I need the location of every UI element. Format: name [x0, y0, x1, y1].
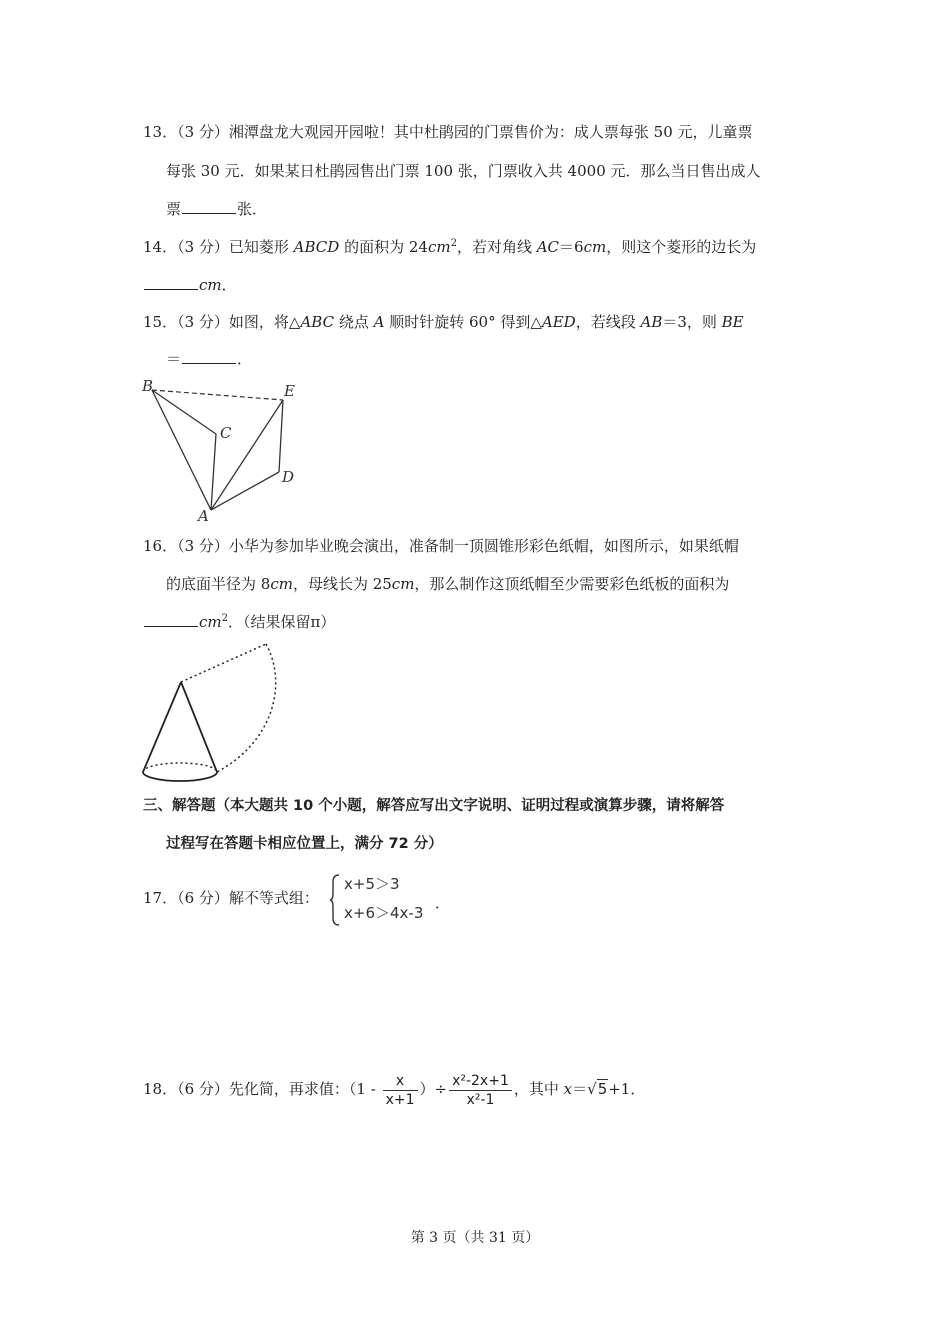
q13-line1: 13．（3 分）湘潭盘龙大观园开园啦！其中杜鹃园的门票售价为：成人票每张 50 元，儿童票 — [143, 123, 753, 141]
q14-mid1: 的面积为 24 — [339, 238, 428, 256]
q14-mid3: ＝6 — [559, 238, 584, 256]
q15-line1 — [143, 312, 744, 332]
q16-l3-post: ．（结果保留π） — [228, 613, 336, 631]
q16-cm2: cm — [391, 575, 415, 593]
q14-pre: 14．（3 分）已知菱形 — [143, 238, 294, 256]
q18-eq: ＝ — [572, 1080, 588, 1098]
fraction2-denominator: x²-1 — [466, 1091, 495, 1108]
q13-line3-post: 张． — [237, 200, 268, 218]
fraction2-numerator: x²-2x+1 — [449, 1072, 512, 1091]
cone-hat-figure — [140, 638, 280, 786]
q14-post: ，则这个菱形的边长为 — [606, 238, 757, 256]
section3-line2: 过程写在答题卡相应位置上，满分 72 分） — [166, 836, 443, 852]
rotation-triangle-figure — [138, 372, 308, 524]
q15-t2: 顺时针旋转 60° 得到△ — [384, 313, 542, 331]
segment-ea — [211, 400, 283, 510]
q15-be: BE — [721, 313, 744, 331]
answer-blank — [182, 349, 236, 364]
q14-sq: 2 — [450, 238, 457, 249]
label-c: C — [220, 424, 232, 442]
q15-ab: AB — [640, 313, 663, 331]
fraction-x-over-x-plus-1 — [383, 1072, 418, 1109]
q18-post2: +1． — [608, 1080, 646, 1098]
q17-post: ． — [435, 894, 451, 912]
left-brace — [329, 873, 341, 927]
cone-base-front — [143, 772, 217, 781]
q15-a: A — [373, 313, 385, 331]
cone-right-generatrix — [181, 682, 217, 772]
q16-sq: 2 — [221, 613, 228, 624]
q18-mid: ）÷ — [419, 1080, 448, 1098]
answer-blank — [182, 199, 236, 214]
q18-post1: ，其中 — [513, 1080, 564, 1098]
segment-bc — [152, 390, 216, 434]
sqrt-symbol: √ — [587, 1080, 597, 1098]
label-e: E — [284, 382, 295, 400]
q15-aed: AED — [541, 313, 576, 331]
label-a: A — [198, 507, 209, 524]
q15-abc: ABC — [300, 313, 335, 331]
sector-radius-dotted — [181, 644, 266, 682]
q17-pre: 17．（6 分）解不等式组： — [143, 889, 319, 907]
segment-ed — [279, 400, 283, 472]
q14-unit: cm — [199, 276, 222, 294]
q15-t4: ＝3，则 — [662, 313, 722, 331]
q17-ineq2: x+6＞4x-3 — [344, 904, 424, 922]
q15-t1: 绕点 — [334, 313, 374, 331]
q14-cm2: cm — [583, 238, 607, 256]
q15-t3: ，若线段 — [575, 313, 641, 331]
sector-arc-dotted — [217, 644, 276, 772]
cone-base-back — [143, 763, 217, 772]
sqrt-5 — [587, 1079, 608, 1098]
q17-ineq1: x+5＞3 — [344, 875, 400, 893]
fraction1-numerator: x — [383, 1072, 418, 1091]
fraction1-denominator: x+1 — [385, 1091, 415, 1108]
q14-ac: AC — [536, 238, 560, 256]
q17-line — [143, 888, 319, 908]
q15-line2-pre: ＝ — [166, 350, 182, 368]
section3-line1: 三、解答题（本大题共 10 个小题，解答应写出文字说明、证明过程或演算步骤，请将解答 — [143, 798, 725, 814]
segment-da — [211, 472, 279, 510]
cone-left-generatrix — [143, 682, 181, 772]
q13-line2: 每张 30 元．如果某日杜鹃园售出门票 100 张，门票收入共 4000 元．那么当日售出成人 — [166, 162, 761, 180]
q14-line2 — [143, 275, 237, 295]
q16-cm1: cm — [270, 575, 293, 593]
q16-line2 — [166, 574, 729, 594]
q14-line2-post: ． — [221, 276, 237, 294]
q14-abcd: ABCD — [293, 238, 340, 256]
dashed-segment-be — [152, 390, 283, 400]
q14-line1 — [143, 237, 756, 257]
q15-line2-post: ． — [237, 350, 253, 368]
q18-pre: 18．（6 分）先化简，再求值：（1 - — [143, 1080, 381, 1098]
label-d: D — [282, 468, 295, 486]
q16-l2a: 的底面半径为 8 — [166, 575, 271, 593]
q13-line3-pre: 票 — [166, 200, 182, 218]
answer-blank — [144, 275, 198, 290]
answer-blank — [144, 612, 198, 627]
q16-l2c: ，那么制作这顶纸帽至少需要彩色纸板的面积为 — [414, 575, 730, 593]
page-footer: 第 3 页（共 31 页） — [410, 1230, 540, 1246]
q18-line — [143, 1065, 645, 1113]
q16-line3 — [143, 612, 335, 632]
q14-cm: cm — [427, 238, 451, 256]
segment-ba — [152, 390, 211, 510]
sqrt-radicand: 5 — [597, 1080, 608, 1098]
fraction-quadratic — [449, 1072, 512, 1109]
q18-x: x — [563, 1080, 573, 1098]
segment-ca — [211, 434, 216, 510]
q13-line3 — [166, 199, 267, 219]
q16-line1: 16．（3 分）小华为参加毕业晚会演出，准备制一顶圆锥形彩色纸帽，如图所示，如果纸帽 — [143, 537, 739, 555]
label-b: B — [142, 377, 154, 395]
q16-unit: cm — [199, 613, 222, 631]
q15-line2 — [166, 349, 252, 369]
q14-mid2: ，若对角线 — [456, 238, 537, 256]
q16-l2b: ，母线长为 25 — [292, 575, 392, 593]
q15-pre: 15．（3 分）如图，将△ — [143, 313, 301, 331]
